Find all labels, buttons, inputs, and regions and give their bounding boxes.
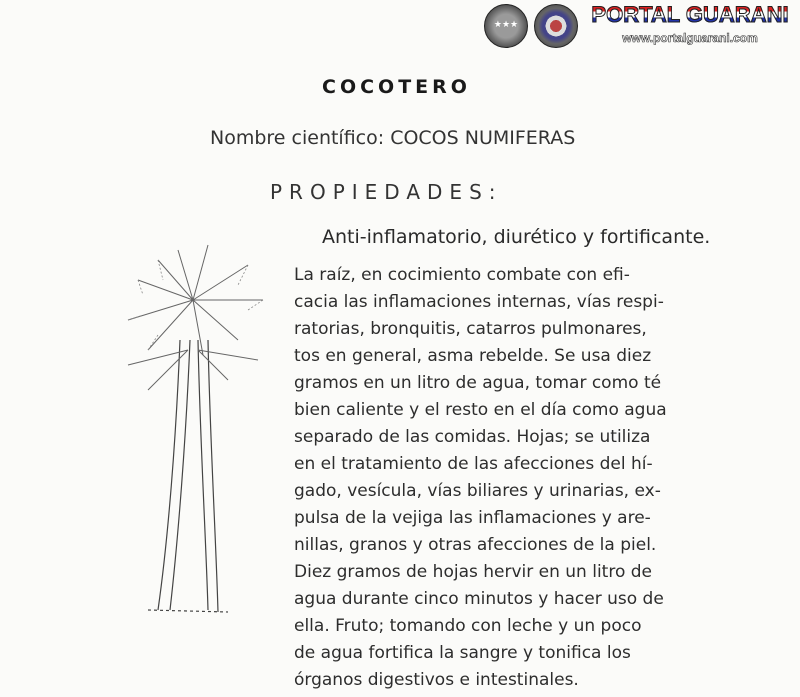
body-line: ratorias, bronquitis, catarros pulmonares, xyxy=(294,319,647,339)
paraguay-seal-icon xyxy=(534,4,578,48)
body-line: bien caliente y el resto en el día como agua xyxy=(294,400,667,420)
portal-guarani-watermark xyxy=(482,2,800,48)
body-text xyxy=(294,262,764,694)
body-line: gramos en un litro de agua, tomar como té xyxy=(294,373,662,393)
coconut-palm-illustration xyxy=(118,240,268,620)
brand-block xyxy=(582,2,798,45)
scientific-name: Nombre científico: COCOS NUMIFERAS xyxy=(210,127,576,149)
body-line: de agua fortifica la sangre y tonifica los xyxy=(294,643,631,663)
brand-url: www.portalguarani.com xyxy=(622,31,758,45)
body-line: gado, vesícula, vías biliares y urinarias, ex- xyxy=(294,481,661,501)
body-line: agua durante cinco minutos y hacer uso de xyxy=(294,589,664,609)
seal-icon: ★★★ xyxy=(484,4,528,48)
page-title: COCOTERO xyxy=(322,76,471,98)
body-line: en el tratamiento de las afecciones del hí- xyxy=(294,454,653,474)
body-line: pulsa de la vejiga las inflamaciones y are- xyxy=(294,508,651,528)
section-heading: PROPIEDADES: xyxy=(270,180,503,204)
body-line: tos en general, asma rebelde. Se usa diez xyxy=(294,346,652,366)
body-line: La raíz, en cocimiento combate con efi- xyxy=(294,265,630,285)
body-line: ella. Fruto; tomando con leche y un poco xyxy=(294,616,642,636)
body-line: nillas, granos y otras afecciones de la piel. xyxy=(294,535,657,555)
body-line: Diez gramos de hojas hervir en un litro de xyxy=(294,562,653,582)
body-line: separado de las comidas. Hojas; se utiliza xyxy=(294,427,651,447)
brand-name: PORTAL GUARANI xyxy=(591,2,789,27)
lead-sentence: Anti-inflamatorio, diurético y fortificante. xyxy=(322,226,711,248)
body-line: cacia las inflamaciones internas, vías respi- xyxy=(294,292,664,312)
body-line: órganos digestivos e intestinales. xyxy=(294,670,579,690)
